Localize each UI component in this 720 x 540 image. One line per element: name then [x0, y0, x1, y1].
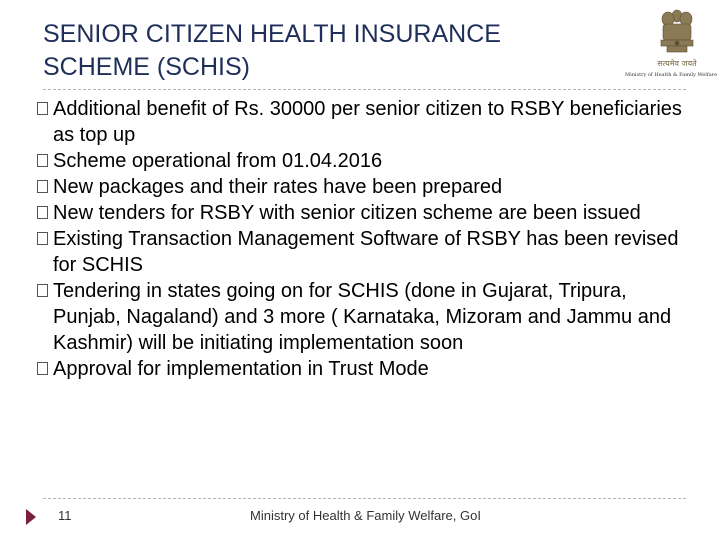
- triangle-arrow-icon: [26, 509, 36, 525]
- list-item: [37, 278, 692, 356]
- list-item: [37, 356, 692, 382]
- box-bullet-icon: [37, 284, 48, 297]
- page-number: 11: [58, 508, 72, 523]
- box-bullet-icon: [37, 206, 48, 219]
- footer-divider: [43, 498, 686, 499]
- bullet-text: Existing Transaction Management Software of RSBY has been revised for SCHIS: [53, 228, 679, 276]
- footer-text: Ministry of Health & Family Welfare, GoI: [250, 508, 481, 523]
- list-item: [37, 174, 692, 200]
- title-line-2: SCHEME (SCHIS): [43, 53, 250, 81]
- national-emblem-icon: [636, 2, 718, 82]
- title-line-1: SENIOR CITIZEN HEALTH INSURANCE: [43, 20, 501, 48]
- box-bullet-icon: [37, 102, 48, 115]
- box-bullet-icon: [37, 180, 48, 193]
- list-item: [37, 200, 692, 226]
- box-bullet-icon: [37, 362, 48, 375]
- header-divider: [43, 89, 686, 90]
- bullet-text: Additional benefit of Rs. 30000 per senior citizen to RSBY beneficiaries as top up: [53, 98, 682, 146]
- svg-text:सत्यमेव जयते: सत्यमेव जयते: [657, 59, 697, 68]
- bullet-text: New tenders for RSBY with senior citizen scheme are been issued: [53, 202, 641, 224]
- bullet-text: Approval for implementation in Trust Mode: [53, 358, 429, 380]
- list-item: [37, 226, 692, 278]
- list-item: [37, 148, 692, 174]
- bullet-text: Tendering in states going on for SCHIS (done in Gujarat, Tripura, Punjab, Nagaland) and 3 more ( Karnataka, Mizoram and Jammu and Kashmir) will be initiating implementation soon: [53, 280, 672, 354]
- list-item: [37, 96, 692, 148]
- box-bullet-icon: [37, 232, 48, 245]
- bullet-text: Scheme operational from 01.04.2016: [53, 150, 383, 172]
- bullet-list: [37, 96, 692, 382]
- slide-title: [43, 18, 613, 84]
- box-bullet-icon: [37, 154, 48, 167]
- bullet-text: New packages and their rates have been prepared: [53, 176, 503, 198]
- emblem-caption: Ministry of Health & Family Welfare: [624, 72, 718, 78]
